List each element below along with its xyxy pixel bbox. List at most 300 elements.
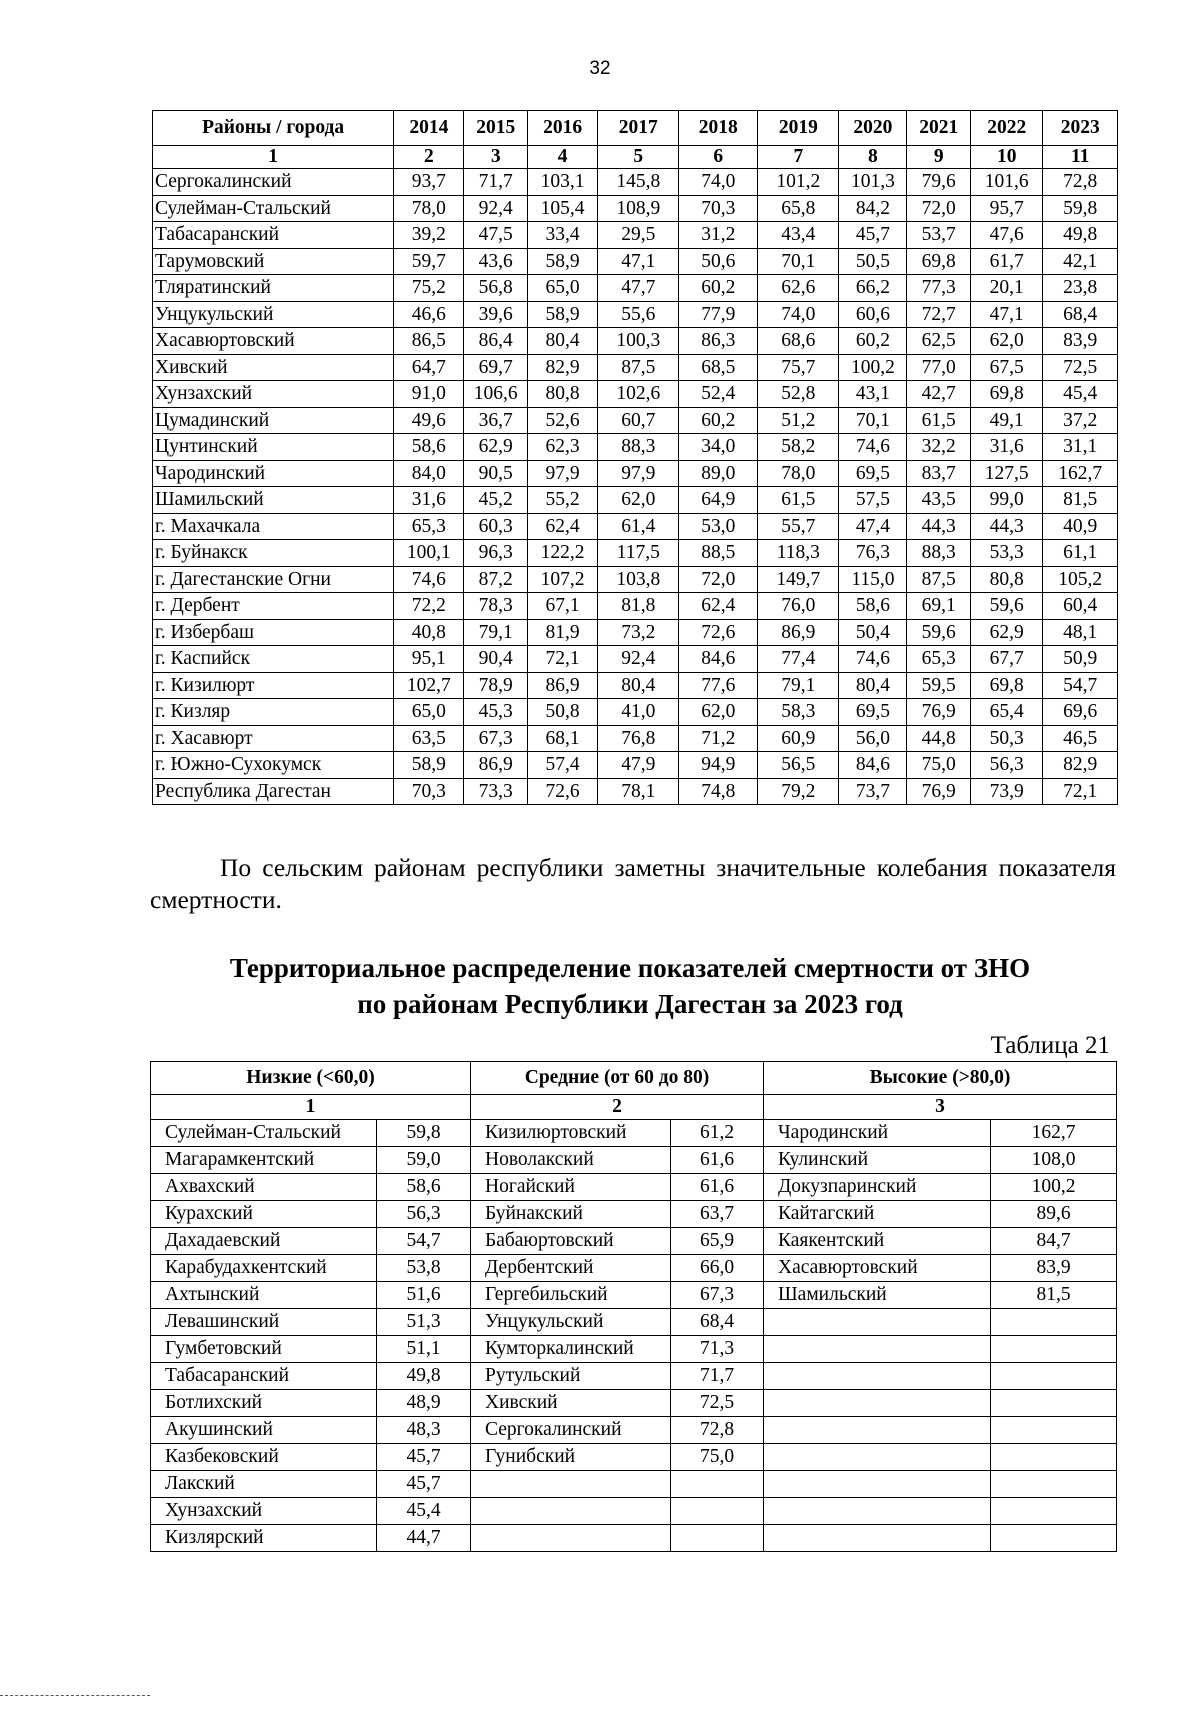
value-cell: 162,7: [991, 1120, 1117, 1147]
value-cell: 60,3: [464, 513, 528, 540]
group-header: Низкие (<60,0): [151, 1062, 471, 1095]
value-cell: 72,1: [1043, 778, 1118, 805]
value-cell: 127,5: [971, 460, 1043, 487]
value-cell: 73,3: [464, 778, 528, 805]
value-cell: 99,0: [971, 487, 1043, 514]
table-row: [151, 1498, 1117, 1525]
value-cell: 54,7: [377, 1228, 471, 1255]
value-cell: 68,4: [671, 1309, 764, 1336]
value-cell: 39,6: [464, 301, 528, 328]
value-cell: 53,3: [971, 540, 1043, 567]
value-cell: 77,0: [907, 354, 971, 381]
table-row: [153, 725, 1118, 752]
value-cell: 95,1: [394, 646, 464, 673]
value-cell: [671, 1471, 764, 1498]
value-cell: 72,0: [679, 566, 758, 593]
value-cell: 45,7: [377, 1471, 471, 1498]
value-cell: 61,6: [671, 1174, 764, 1201]
value-cell: 72,8: [671, 1417, 764, 1444]
table-row: [151, 1444, 1117, 1471]
district-name-cell: Цумадинский: [153, 407, 394, 434]
table-row: [153, 169, 1118, 196]
column-number: 7: [758, 146, 839, 169]
table-row: [153, 487, 1118, 514]
district-name-cell: [471, 1498, 671, 1525]
district-name-cell: Чародинский: [764, 1120, 991, 1147]
footer-divider: [0, 1695, 150, 1696]
value-cell: 87,5: [598, 354, 679, 381]
value-cell: 82,9: [528, 354, 598, 381]
district-name-cell: Гергебильский: [471, 1282, 671, 1309]
table-row: [153, 328, 1118, 355]
value-cell: 77,6: [679, 672, 758, 699]
value-cell: 72,8: [1043, 169, 1118, 196]
table-row: [153, 275, 1118, 302]
district-name-cell: [764, 1525, 991, 1552]
value-cell: 97,9: [528, 460, 598, 487]
value-cell: 61,6: [671, 1147, 764, 1174]
table-row: [151, 1174, 1117, 1201]
district-name-cell: Ахтынский: [151, 1282, 377, 1309]
value-cell: 59,6: [971, 593, 1043, 620]
value-cell: [991, 1336, 1117, 1363]
table-row: [153, 752, 1118, 779]
district-name-cell: Чародинский: [153, 460, 394, 487]
value-cell: 59,5: [907, 672, 971, 699]
value-cell: 67,1: [528, 593, 598, 620]
value-cell: 50,3: [971, 725, 1043, 752]
value-cell: 86,4: [464, 328, 528, 355]
value-cell: 103,8: [598, 566, 679, 593]
district-name-cell: Республика Дагестан: [153, 778, 394, 805]
value-cell: 50,8: [528, 699, 598, 726]
value-cell: 90,4: [464, 646, 528, 673]
value-cell: 101,6: [971, 169, 1043, 196]
value-cell: 67,7: [971, 646, 1043, 673]
value-cell: 43,5: [907, 487, 971, 514]
value-cell: 68,4: [1043, 301, 1118, 328]
value-cell: 50,4: [839, 619, 907, 646]
district-name-cell: [764, 1498, 991, 1525]
district-name-cell: Каякентский: [764, 1228, 991, 1255]
value-cell: 74,6: [839, 646, 907, 673]
district-name-cell: Шамильский: [764, 1282, 991, 1309]
value-cell: 62,6: [758, 275, 839, 302]
value-cell: 47,5: [464, 222, 528, 249]
value-cell: 45,4: [1043, 381, 1118, 408]
value-cell: 60,7: [598, 407, 679, 434]
value-cell: 71,2: [679, 725, 758, 752]
district-name-cell: г. Каспийск: [153, 646, 394, 673]
value-cell: 60,4: [1043, 593, 1118, 620]
value-cell: 91,0: [394, 381, 464, 408]
value-cell: 47,1: [971, 301, 1043, 328]
district-name-cell: Кулинский: [764, 1147, 991, 1174]
value-cell: 80,4: [528, 328, 598, 355]
district-name-cell: Дахадаевский: [151, 1228, 377, 1255]
district-name-cell: Сергокалинский: [153, 169, 394, 196]
table-row: [153, 460, 1118, 487]
value-cell: 61,5: [758, 487, 839, 514]
value-cell: 84,7: [991, 1228, 1117, 1255]
column-header-year: 2023: [1043, 111, 1118, 146]
district-name-cell: Хасавюртовский: [153, 328, 394, 355]
value-cell: 69,5: [839, 699, 907, 726]
column-number: 6: [679, 146, 758, 169]
district-name-cell: Кизилюртовский: [471, 1120, 671, 1147]
value-cell: 62,4: [679, 593, 758, 620]
value-cell: 42,7: [907, 381, 971, 408]
value-cell: 81,9: [528, 619, 598, 646]
value-cell: 52,8: [758, 381, 839, 408]
value-cell: 50,5: [839, 248, 907, 275]
value-cell: 90,5: [464, 460, 528, 487]
column-number: 8: [839, 146, 907, 169]
column-header-year: 2018: [679, 111, 758, 146]
value-cell: 56,5: [758, 752, 839, 779]
value-cell: 105,2: [1043, 566, 1118, 593]
value-cell: [991, 1417, 1117, 1444]
value-cell: 62,0: [971, 328, 1043, 355]
district-name-cell: Унцукульский: [471, 1309, 671, 1336]
value-cell: 102,7: [394, 672, 464, 699]
column-number: 9: [907, 146, 971, 169]
value-cell: 82,9: [1043, 752, 1118, 779]
value-cell: 71,7: [671, 1363, 764, 1390]
value-cell: 87,5: [907, 566, 971, 593]
table2-group-numbers-row: [151, 1095, 1117, 1120]
table-row: [153, 222, 1118, 249]
value-cell: 63,7: [671, 1201, 764, 1228]
value-cell: [671, 1525, 764, 1552]
value-cell: 47,1: [598, 248, 679, 275]
value-cell: 60,9: [758, 725, 839, 752]
value-cell: 59,6: [907, 619, 971, 646]
value-cell: 61,1: [1043, 540, 1118, 567]
value-cell: 51,3: [377, 1309, 471, 1336]
group-header: Средние (от 60 до 80): [471, 1062, 764, 1095]
value-cell: 58,6: [394, 434, 464, 461]
value-cell: [991, 1498, 1117, 1525]
value-cell: 78,1: [598, 778, 679, 805]
group-number: 1: [151, 1095, 471, 1120]
column-header-year: 2014: [394, 111, 464, 146]
value-cell: 80,8: [528, 381, 598, 408]
value-cell: 53,0: [679, 513, 758, 540]
column-number: 1: [153, 146, 394, 169]
value-cell: 108,0: [991, 1147, 1117, 1174]
value-cell: 60,6: [839, 301, 907, 328]
value-cell: 65,3: [907, 646, 971, 673]
value-cell: 80,8: [971, 566, 1043, 593]
value-cell: 57,4: [528, 752, 598, 779]
district-name-cell: Тляратинский: [153, 275, 394, 302]
value-cell: 80,4: [598, 672, 679, 699]
value-cell: 149,7: [758, 566, 839, 593]
table-row: [151, 1525, 1117, 1552]
group-number: 3: [764, 1095, 1117, 1120]
value-cell: 67,5: [971, 354, 1043, 381]
district-name-cell: Ахвахский: [151, 1174, 377, 1201]
value-cell: [991, 1363, 1117, 1390]
district-name-cell: Кайтагский: [764, 1201, 991, 1228]
value-cell: 39,2: [394, 222, 464, 249]
value-cell: 68,6: [758, 328, 839, 355]
column-header-year: 2021: [907, 111, 971, 146]
value-cell: 47,9: [598, 752, 679, 779]
district-name-cell: Докузпаринский: [764, 1174, 991, 1201]
value-cell: 72,7: [907, 301, 971, 328]
value-cell: 51,2: [758, 407, 839, 434]
column-number: 4: [528, 146, 598, 169]
value-cell: 78,0: [758, 460, 839, 487]
column-header-year: 2016: [528, 111, 598, 146]
value-cell: 72,2: [394, 593, 464, 620]
value-cell: 83,7: [907, 460, 971, 487]
section-title-line-1: Территориальное распределение показателей смертности от ЗНО: [229, 953, 1031, 983]
district-name-cell: [764, 1309, 991, 1336]
district-name-cell: [471, 1525, 671, 1552]
value-cell: 75,7: [758, 354, 839, 381]
value-cell: 145,8: [598, 169, 679, 196]
district-name-cell: г. Избербаш: [153, 619, 394, 646]
value-cell: 69,8: [971, 381, 1043, 408]
district-name-cell: Магарамкентский: [151, 1147, 377, 1174]
district-name-cell: Дербентский: [471, 1255, 671, 1282]
value-cell: 100,2: [839, 354, 907, 381]
district-name-cell: г. Дербент: [153, 593, 394, 620]
value-cell: 122,2: [528, 540, 598, 567]
value-cell: 79,1: [758, 672, 839, 699]
value-cell: [991, 1444, 1117, 1471]
district-name-cell: [764, 1336, 991, 1363]
table-row: [151, 1390, 1117, 1417]
district-name-cell: Сулейман-Стальский: [153, 195, 394, 222]
value-cell: 72,5: [671, 1390, 764, 1417]
value-cell: [991, 1471, 1117, 1498]
table-row: [151, 1120, 1117, 1147]
value-cell: 84,2: [839, 195, 907, 222]
table-row: [151, 1255, 1117, 1282]
value-cell: [671, 1498, 764, 1525]
district-name-cell: Кизлярский: [151, 1525, 377, 1552]
value-cell: 33,4: [528, 222, 598, 249]
district-name-cell: Сулейман-Стальский: [151, 1120, 377, 1147]
value-cell: 44,3: [907, 513, 971, 540]
value-cell: 83,9: [1043, 328, 1118, 355]
value-cell: 47,7: [598, 275, 679, 302]
district-name-cell: г. Дагестанские Огни: [153, 566, 394, 593]
value-cell: 92,4: [598, 646, 679, 673]
column-number: 10: [971, 146, 1043, 169]
value-cell: 62,9: [464, 434, 528, 461]
value-cell: 58,9: [394, 752, 464, 779]
district-name-cell: Ногайский: [471, 1174, 671, 1201]
value-cell: 57,5: [839, 487, 907, 514]
value-cell: 63,5: [394, 725, 464, 752]
value-cell: 102,6: [598, 381, 679, 408]
value-cell: 62,0: [679, 699, 758, 726]
district-name-cell: г. Южно-Сухокумск: [153, 752, 394, 779]
value-cell: 87,2: [464, 566, 528, 593]
value-cell: 55,6: [598, 301, 679, 328]
value-cell: 100,3: [598, 328, 679, 355]
value-cell: 36,7: [464, 407, 528, 434]
value-cell: 51,1: [377, 1336, 471, 1363]
value-cell: 69,7: [464, 354, 528, 381]
value-cell: 72,1: [528, 646, 598, 673]
district-name-cell: [471, 1471, 671, 1498]
district-name-cell: Карабудахкентский: [151, 1255, 377, 1282]
value-cell: 43,6: [464, 248, 528, 275]
value-cell: 58,9: [528, 301, 598, 328]
value-cell: 72,5: [1043, 354, 1118, 381]
value-cell: 75,0: [907, 752, 971, 779]
value-cell: 60,2: [679, 275, 758, 302]
table-row: [153, 646, 1118, 673]
value-cell: 89,0: [679, 460, 758, 487]
value-cell: 32,2: [907, 434, 971, 461]
value-cell: 58,3: [758, 699, 839, 726]
table-row: [153, 195, 1118, 222]
value-cell: 55,7: [758, 513, 839, 540]
district-name-cell: Хунзахский: [151, 1498, 377, 1525]
district-name-cell: Хасавюртовский: [764, 1255, 991, 1282]
table-row: [151, 1417, 1117, 1444]
value-cell: 79,6: [907, 169, 971, 196]
table-row: [153, 672, 1118, 699]
value-cell: 74,0: [679, 169, 758, 196]
district-name-cell: Лакский: [151, 1471, 377, 1498]
table-row: [153, 434, 1118, 461]
value-cell: 76,8: [598, 725, 679, 752]
value-cell: 58,9: [528, 248, 598, 275]
mortality-distribution-table: [150, 1061, 1117, 1552]
column-header-year: 2015: [464, 111, 528, 146]
value-cell: 70,3: [394, 778, 464, 805]
value-cell: 58,6: [839, 593, 907, 620]
district-name-cell: Шамильский: [153, 487, 394, 514]
value-cell: 56,0: [839, 725, 907, 752]
value-cell: 68,5: [679, 354, 758, 381]
table-row: [151, 1282, 1117, 1309]
value-cell: 65,4: [971, 699, 1043, 726]
group-number: 2: [471, 1095, 764, 1120]
value-cell: 49,8: [1043, 222, 1118, 249]
value-cell: 70,1: [758, 248, 839, 275]
value-cell: 84,0: [394, 460, 464, 487]
table-row: [153, 566, 1118, 593]
value-cell: 72,6: [679, 619, 758, 646]
value-cell: 59,0: [377, 1147, 471, 1174]
value-cell: 77,3: [907, 275, 971, 302]
value-cell: 81,5: [991, 1282, 1117, 1309]
value-cell: 70,3: [679, 195, 758, 222]
value-cell: 88,5: [679, 540, 758, 567]
value-cell: 73,2: [598, 619, 679, 646]
value-cell: 42,1: [1043, 248, 1118, 275]
value-cell: 76,0: [758, 593, 839, 620]
table-label: Таблица 21: [990, 1032, 1110, 1059]
value-cell: 81,5: [1043, 487, 1118, 514]
value-cell: 61,4: [598, 513, 679, 540]
value-cell: 84,6: [839, 752, 907, 779]
column-header-year: 2019: [758, 111, 839, 146]
column-number: 5: [598, 146, 679, 169]
value-cell: 72,6: [528, 778, 598, 805]
table-row: [151, 1228, 1117, 1255]
value-cell: 67,3: [671, 1282, 764, 1309]
value-cell: 79,1: [464, 619, 528, 646]
district-name-cell: г. Хасавюрт: [153, 725, 394, 752]
value-cell: 56,3: [377, 1201, 471, 1228]
value-cell: 56,8: [464, 275, 528, 302]
district-name-cell: [764, 1471, 991, 1498]
value-cell: 67,3: [464, 725, 528, 752]
value-cell: 68,1: [528, 725, 598, 752]
district-name-cell: [764, 1444, 991, 1471]
value-cell: 77,4: [758, 646, 839, 673]
value-cell: 106,6: [464, 381, 528, 408]
value-cell: 100,2: [991, 1174, 1117, 1201]
district-name-cell: Хунзахский: [153, 381, 394, 408]
value-cell: 23,8: [1043, 275, 1118, 302]
table1-header-row: [153, 111, 1118, 146]
value-cell: 40,8: [394, 619, 464, 646]
value-cell: 64,9: [679, 487, 758, 514]
value-cell: 77,9: [679, 301, 758, 328]
value-cell: 162,7: [1043, 460, 1118, 487]
value-cell: 69,8: [971, 672, 1043, 699]
district-name-cell: Сергокалинский: [471, 1417, 671, 1444]
table-row: [153, 778, 1118, 805]
column-number: 2: [394, 146, 464, 169]
value-cell: 84,6: [679, 646, 758, 673]
table-row: [153, 407, 1118, 434]
value-cell: 20,1: [971, 275, 1043, 302]
value-cell: 49,6: [394, 407, 464, 434]
district-name-cell: Кумторкалинский: [471, 1336, 671, 1363]
value-cell: 62,5: [907, 328, 971, 355]
value-cell: 65,8: [758, 195, 839, 222]
table2-group-header-row: [151, 1062, 1117, 1095]
district-name-cell: Хивский: [153, 354, 394, 381]
value-cell: 80,4: [839, 672, 907, 699]
table-row: [151, 1471, 1117, 1498]
district-name-cell: Курахский: [151, 1201, 377, 1228]
district-name-cell: [764, 1390, 991, 1417]
value-cell: 40,9: [1043, 513, 1118, 540]
value-cell: 44,7: [377, 1525, 471, 1552]
value-cell: 76,3: [839, 540, 907, 567]
value-cell: 60,2: [679, 407, 758, 434]
value-cell: 83,9: [991, 1255, 1117, 1282]
value-cell: 75,2: [394, 275, 464, 302]
value-cell: 46,5: [1043, 725, 1118, 752]
value-cell: 45,3: [464, 699, 528, 726]
value-cell: 74,0: [758, 301, 839, 328]
value-cell: 78,9: [464, 672, 528, 699]
value-cell: 48,9: [377, 1390, 471, 1417]
district-name-cell: г. Махачкала: [153, 513, 394, 540]
value-cell: 76,9: [907, 699, 971, 726]
value-cell: 79,2: [758, 778, 839, 805]
section-title-line-2: по районам Республики Дагестан за 2023 год: [357, 989, 903, 1019]
district-name-cell: г. Кизляр: [153, 699, 394, 726]
district-name-cell: Бабаюртовский: [471, 1228, 671, 1255]
value-cell: 115,0: [839, 566, 907, 593]
value-cell: 45,7: [377, 1444, 471, 1471]
